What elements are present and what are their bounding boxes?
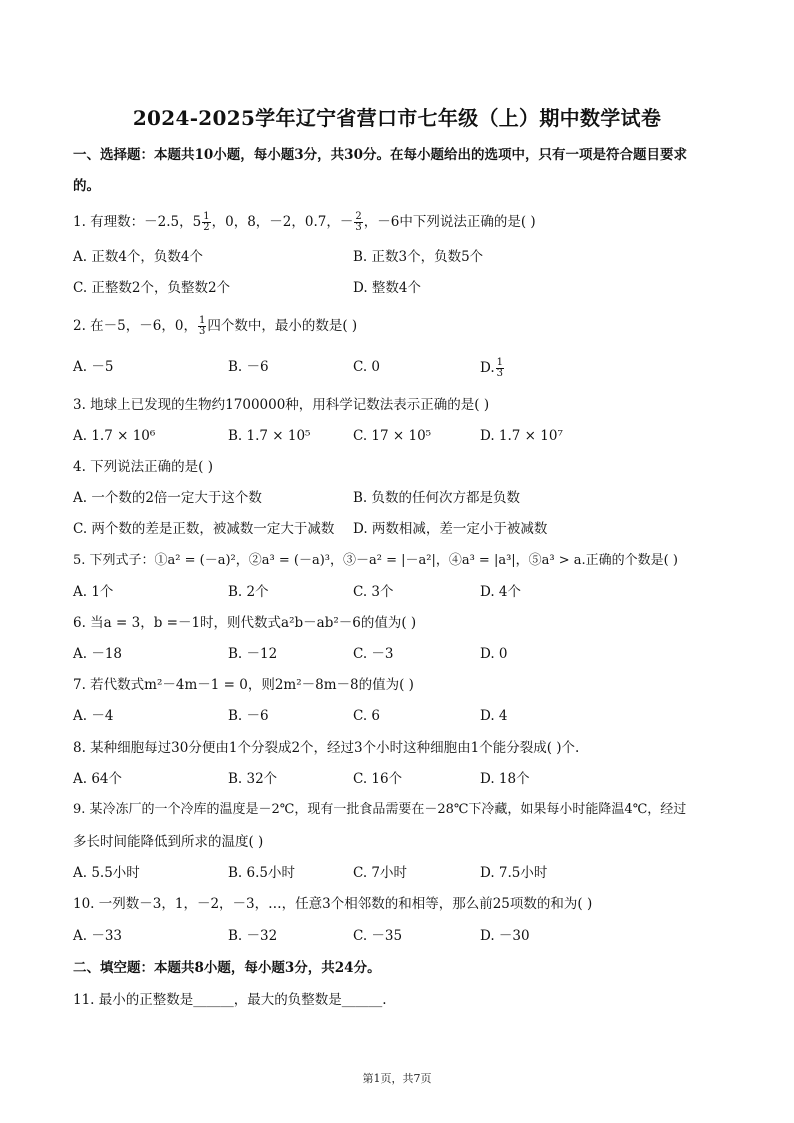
q2-option-c: C. 0 xyxy=(353,359,381,375)
q5-option-d: D. 4个 xyxy=(480,584,522,600)
q3-option-a: A. 1.7 × 10⁶ xyxy=(73,428,156,444)
q2-option-d: D. $\frac{1}{3}$ xyxy=(480,357,504,379)
q8-option-c: C. 16个 xyxy=(353,771,403,787)
q2-option-a: A. －5 xyxy=(73,359,114,375)
question-6: 6. 当a = 3，b =－1时，则代数式a²b－ab²－6的值为( ) xyxy=(73,615,417,631)
q9-option-d: D. 7.5小时 xyxy=(480,865,548,881)
question-7: 7. 若代数式m²－4m－1 = 0，则2m²－8m－8的值为( ) xyxy=(73,677,414,693)
q4-option-c: C. 两个数的差是正数，被减数一定大于减数 xyxy=(73,521,335,537)
q3-option-b: B. 1.7 × 10⁵ xyxy=(228,428,311,444)
section1-heading: 一、选择题：本题共10小题，每小题3分，共30分。在每小题给出的选项中，只有一项是符合题目要求 xyxy=(73,147,687,163)
q4-option-b: B. 负数的任何次方都是负数 xyxy=(353,490,521,506)
q6-option-a: A. －18 xyxy=(73,646,123,662)
question-2: 2. 在－5，－6，0， $\frac{1}{3}$ 四个数中，最小的数是( ) xyxy=(73,315,358,337)
q5-option-a: A. 1个 xyxy=(73,584,114,600)
q8-option-d: D. 18个 xyxy=(480,771,530,787)
question-1: 1. 有理数：－2.5，5 $\frac{1}{2}$ ，0，8，－2，0.7，－ $\frac{2}{3}$ ，－6中下列说法正确的是( ) xyxy=(73,211,536,233)
section2-heading: 二、填空题：本题共8小题，每小题3分，共24分。 xyxy=(73,960,381,976)
q3-option-d: D. 1.7 × 10⁷ xyxy=(480,428,563,444)
q9-option-a: A. 5.5小时 xyxy=(73,865,140,881)
q7-option-c: C. 6 xyxy=(353,708,381,724)
question-8: 8. 某种细胞每过30分便由1个分裂成2个，经过3个小时这种细胞由1个能分裂成( )个. xyxy=(73,740,580,756)
q6-option-d: D. 0 xyxy=(480,646,508,662)
page-title: 2024-2025学年辽宁省营口市七年级（上）期中数学试卷 xyxy=(132,106,662,130)
q5-option-b: B. 2个 xyxy=(228,584,269,600)
q9-option-b: B. 6.5小时 xyxy=(228,865,295,881)
fraction: $\frac{1}{3}$ xyxy=(496,357,504,379)
question-9: 9. 某冷冻厂的一个冷库的温度是－2℃，现有一批食品需要在－28℃下冷藏，如果每小时能降温4℃，经过 xyxy=(73,802,687,817)
q5-option-c: C. 3个 xyxy=(353,584,394,600)
q8-option-b: B. 32个 xyxy=(228,771,278,787)
question-3: 3. 地球上已发现的生物约1700000种，用科学记数法表示正确的是( ) xyxy=(73,397,490,413)
q1-option-b: B. 正数3个，负数5个 xyxy=(353,249,484,265)
q6-option-c: C. －3 xyxy=(353,646,394,662)
question-9-cont: 多长时间能降低到所求的温度( ) xyxy=(73,834,264,850)
question-11: 11. 最小的正整数是______，最大的负整数是______. xyxy=(73,992,387,1008)
q2-option-b: B. －6 xyxy=(228,359,269,375)
question-10: 10. 一列数－3，1，－2，－3，…，任意3个相邻数的和相等，那么前25项数的和为( ) xyxy=(73,896,593,912)
page-footer: 第1页，共7页 xyxy=(362,1072,432,1085)
q7-option-b: B. －6 xyxy=(228,708,269,724)
q10-option-a: A. －33 xyxy=(73,928,123,944)
q8-option-a: A. 64个 xyxy=(73,771,123,787)
section1-heading-cont: 的。 xyxy=(73,178,100,194)
q10-option-b: B. －32 xyxy=(228,928,278,944)
question-4: 4. 下列说法正确的是( ) xyxy=(73,459,213,475)
q10-option-c: C. －35 xyxy=(353,928,403,944)
q10-option-d: D. －30 xyxy=(480,928,530,944)
question-5: 5. 下列式子：①a² = (－a)²，②a³ = (－a)³，③－a² = |－a²|，④a³ = |a³|，⑤a³ > a.正确的个数是( ) xyxy=(73,553,678,568)
q9-option-c: C. 7小时 xyxy=(353,865,408,881)
fraction: $\frac{1}{2}$ xyxy=(203,211,210,233)
q3-option-c: C. 17 × 10⁵ xyxy=(353,428,432,444)
fraction: $\frac{2}{3}$ xyxy=(355,211,362,233)
q4-option-d: D. 两数相减，差一定小于被减数 xyxy=(353,521,548,537)
q4-option-a: A. 一个数的2倍一定大于这个数 xyxy=(73,490,262,506)
q6-option-b: B. －12 xyxy=(228,646,278,662)
q7-option-d: D. 4 xyxy=(480,708,508,724)
fraction: $\frac{1}{3}$ xyxy=(198,315,206,337)
q7-option-a: A. －4 xyxy=(73,708,114,724)
q1-option-d: D. 整数4个 xyxy=(353,280,422,296)
q1-option-a: A. 正数4个，负数4个 xyxy=(73,249,204,265)
q1-option-c: C. 正整数2个，负整数2个 xyxy=(73,280,231,296)
